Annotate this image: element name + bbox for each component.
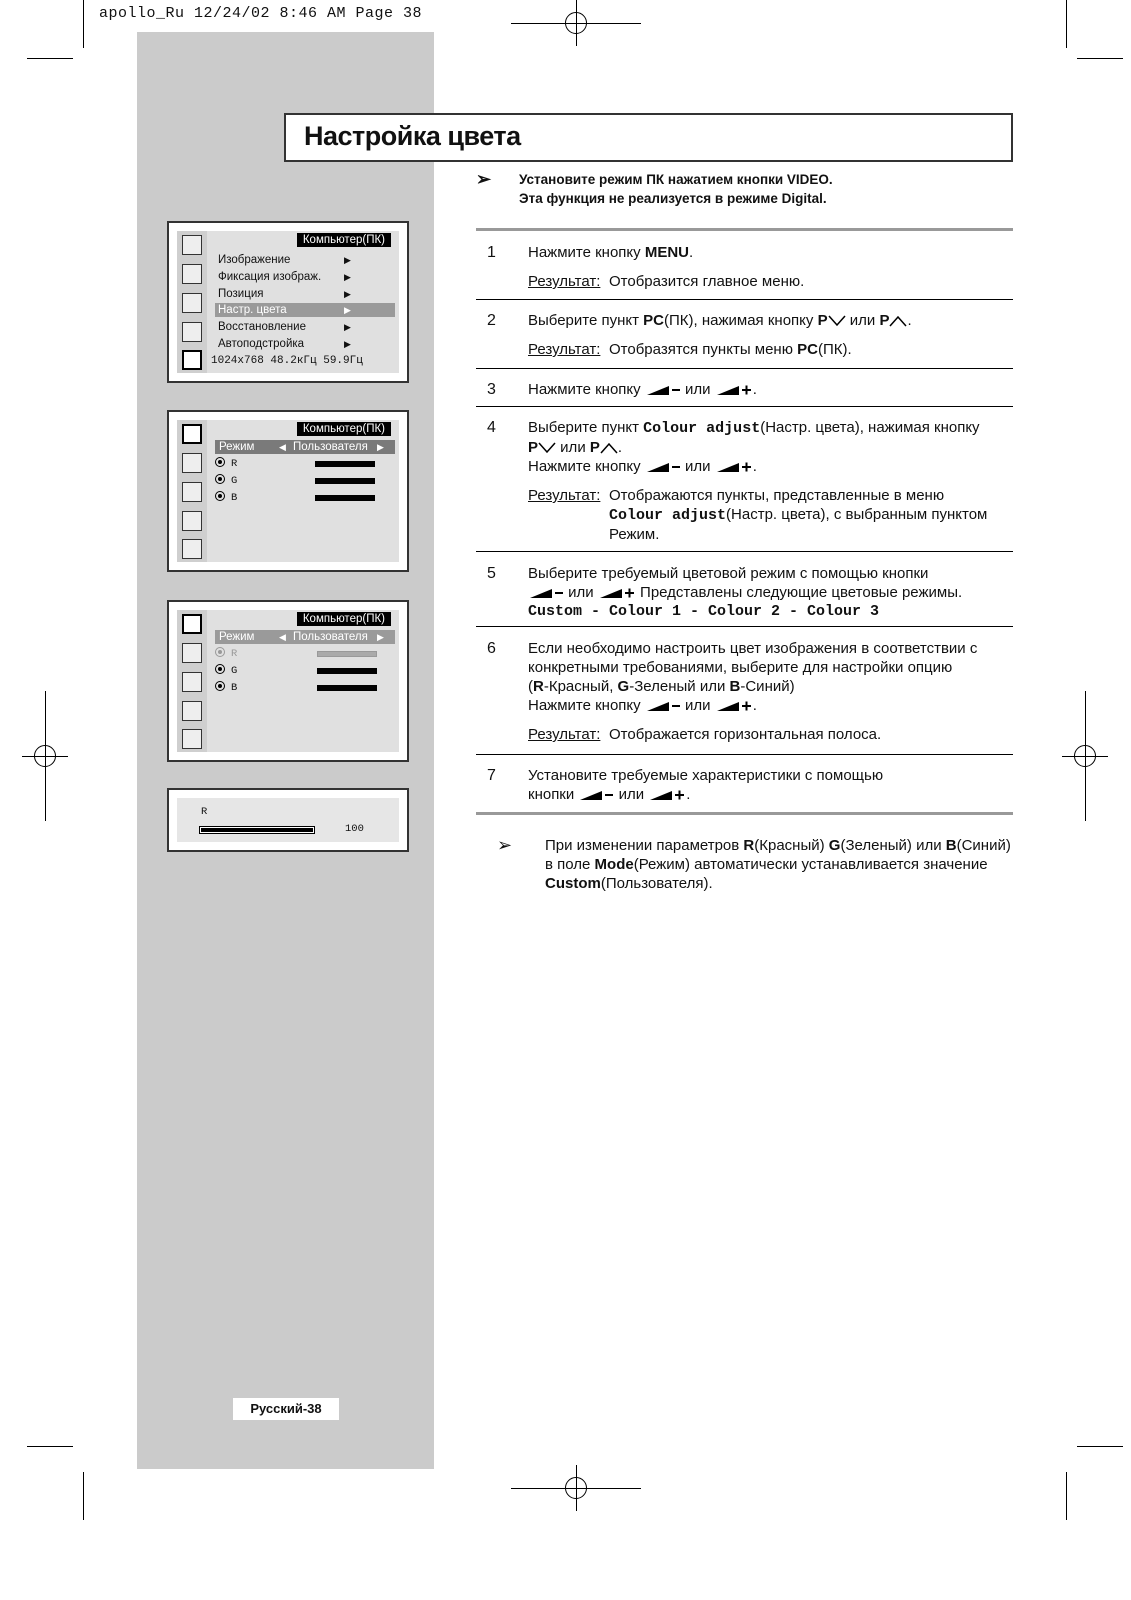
result-text-part: (ПК).: [817, 341, 852, 358]
osd-channel-r: [215, 647, 237, 661]
result-text: [609, 340, 1013, 359]
channel-icon: [182, 672, 202, 692]
note-text: (Красный): [754, 837, 829, 854]
step-text: (Настр. цвета), нажимая кнопку: [760, 419, 980, 436]
chevron-up-icon: [600, 442, 618, 454]
step-number: 6: [487, 640, 496, 657]
crop-mark: [1066, 1472, 1067, 1520]
volume-up-icon: [715, 700, 753, 712]
volume-down-icon: [645, 384, 681, 396]
channel-label: R: [231, 458, 238, 470]
volume-down-icon: [528, 587, 564, 599]
osd-colour-adjust-r: [167, 600, 409, 762]
channel-label: B: [231, 492, 238, 504]
step-text: .: [907, 312, 912, 329]
radio-icon: [215, 474, 225, 484]
setup-icon: [182, 322, 202, 342]
osd-item-label: Изображение: [218, 254, 291, 266]
setup-icon: [182, 511, 202, 531]
channel-bar: [317, 651, 377, 657]
note-text: При изменении параметров: [545, 837, 744, 854]
p-key: P: [879, 312, 890, 329]
crop-mark: [1077, 1446, 1123, 1447]
result-text-part: Отобразятся пункты меню: [609, 341, 798, 358]
step-text: (: [528, 678, 533, 695]
step-text: .: [752, 697, 757, 714]
title-box: [284, 113, 1013, 162]
channel-icon: [182, 482, 202, 502]
step-text: Если необходимо настроить цвет изображения в соответствии с: [528, 640, 978, 657]
step-text: Нажмите кнопку: [528, 381, 645, 398]
step-text: Выберите пункт: [528, 419, 644, 436]
level-value: 100: [345, 823, 364, 835]
step-text: или: [685, 381, 711, 398]
osd-channel-g: [215, 664, 237, 678]
result-label: Результат:: [528, 341, 601, 358]
step-text: .: [689, 244, 694, 261]
step-text: .: [752, 458, 757, 475]
arrow-icon: ➢: [497, 835, 513, 855]
channel-label: G: [231, 665, 238, 677]
result-text: Отобразится главное меню.: [609, 273, 805, 290]
step-text: Установите требуемые характеристики с помощью: [528, 767, 884, 784]
arrow-right-icon: ▶: [344, 255, 351, 265]
crop-mark: [27, 1446, 73, 1447]
sound-icon: [182, 264, 202, 284]
step-text: или: [556, 439, 590, 456]
colour-modes: Custom - Colour 1 - Colour 2 - Colour 3: [528, 603, 880, 620]
crop-mark: [83, 0, 84, 48]
r-key: R: [743, 837, 755, 854]
sound-icon: [182, 643, 202, 663]
osd-item-label: Автоподстройка: [218, 338, 305, 350]
divider: [476, 626, 1013, 627]
volume-up-icon: [598, 587, 636, 599]
osd-channel-b: [215, 681, 237, 695]
divider-thick: [476, 812, 1013, 815]
step-text: -Красный,: [543, 678, 618, 695]
p-key: P: [817, 312, 828, 329]
osd-item-label: Позиция: [218, 288, 264, 300]
step-text: или: [685, 697, 711, 714]
divider-thick: [476, 228, 1013, 231]
level-track: [199, 826, 315, 834]
divider: [476, 406, 1013, 407]
osd-mode-row: [219, 440, 385, 454]
step-text: Нажмите кнопку: [528, 697, 645, 714]
step-text: или: [845, 312, 880, 329]
channel-bar: [315, 495, 375, 501]
osd-mode-value: Пользователя: [293, 631, 368, 643]
step-text: Представлены следующие цветовые режимы.: [640, 584, 963, 601]
step-text: или: [685, 458, 711, 475]
osd-channel-r: [215, 457, 237, 471]
divider: [476, 551, 1013, 552]
osd-mode-label: Режим: [219, 631, 255, 643]
b-key: B: [945, 837, 957, 854]
pc-icon: [182, 729, 202, 749]
osd-menu-item: [218, 253, 351, 267]
volume-up-icon: [715, 461, 753, 473]
crop-mark: [1077, 58, 1123, 59]
chevron-down-icon: [828, 315, 846, 327]
registration-mark-right: [1062, 733, 1108, 779]
channel-icon: [182, 293, 202, 313]
osd-pc-menu: [167, 221, 409, 383]
arrow-left-icon: ◀: [279, 442, 286, 452]
arrow-right-icon: ▶: [377, 442, 384, 452]
crop-mark: [83, 1472, 84, 1520]
result-text-part: Отображаются пункты, представленные в меню: [609, 487, 945, 504]
colour-adjust-key: Colour adjust: [609, 507, 727, 524]
step-text: .: [752, 381, 757, 398]
arrow-right-icon: ▶: [344, 305, 351, 315]
arrow-right-icon: ▶: [344, 339, 351, 349]
g-key: G: [617, 678, 630, 695]
channel-bar: [315, 461, 375, 467]
b-key: B: [729, 678, 741, 695]
osd-menu-item: [218, 287, 351, 301]
channel-label: G: [231, 475, 238, 487]
osd-channel-g: [215, 474, 237, 488]
page-number: Русский-38: [233, 1398, 339, 1420]
registration-mark-top: [553, 0, 599, 46]
step-number: 5: [487, 565, 496, 582]
step-text: .: [686, 786, 691, 803]
arrow-icon: ➢: [476, 169, 492, 189]
radio-icon: [215, 647, 225, 657]
osd-r-bar: [167, 788, 409, 852]
picture-icon: [182, 424, 202, 444]
osd-mode-value: Пользователя: [293, 441, 368, 453]
result-label: Результат:: [528, 273, 601, 290]
colour-adjust-key: Colour adjust: [643, 420, 761, 437]
radio-icon: [215, 491, 225, 501]
custom-key: Custom: [545, 875, 601, 892]
osd-menu-item: [218, 270, 351, 284]
channel-bar: [317, 668, 377, 674]
mode-key: Mode: [594, 856, 634, 873]
sound-icon: [182, 453, 202, 473]
arrow-left-icon: ◀: [279, 632, 286, 642]
chevron-up-icon: [889, 315, 907, 327]
divider: [476, 368, 1013, 369]
volume-up-icon: [715, 384, 753, 396]
osd-icon-column: [177, 610, 207, 752]
page-title: Настройка цвета: [304, 121, 521, 151]
print-header: apollo_Ru 12/24/02 8:46 AM Page 38: [99, 5, 423, 22]
note-text: (Синий): [956, 837, 1011, 854]
menu-key: MENU: [644, 244, 689, 261]
pc-icon: [182, 350, 202, 370]
setup-icon: [182, 701, 202, 721]
osd-menu-item: [218, 320, 351, 334]
note-text: (Зеленый) или: [840, 837, 946, 854]
pc-key: PC: [643, 312, 665, 329]
step-text: Выберите требуемый цветовой режим с помощью кнопки: [528, 565, 929, 582]
registration-mark-bottom: [553, 1465, 599, 1511]
osd-icon-column: [177, 420, 207, 562]
volume-down-icon: [578, 789, 614, 801]
radio-icon: [215, 681, 225, 691]
picture-icon: [182, 614, 202, 634]
g-key: G: [828, 837, 841, 854]
step-text: -Синий): [740, 678, 795, 695]
arrow-right-icon: ▶: [344, 289, 351, 299]
result-text-part: Режим.: [609, 526, 660, 543]
step-text: -Зеленый или: [629, 678, 730, 695]
osd-mode-label: Режим: [219, 441, 255, 453]
osd-colour-adjust: [167, 410, 409, 572]
divider: [476, 299, 1013, 300]
crop-mark: [27, 58, 73, 59]
channel-label: B: [231, 682, 238, 694]
result-label: Результат:: [528, 487, 601, 504]
step-text: Выберите пункт: [528, 312, 644, 329]
osd-mode-row: [219, 630, 385, 644]
arrow-right-icon: ▶: [344, 322, 351, 332]
osd-menu-item-selected: [218, 303, 351, 317]
note-text: в поле: [545, 856, 595, 873]
step-number: 1: [487, 244, 496, 261]
volume-down-icon: [645, 461, 681, 473]
result-text: [609, 486, 1013, 544]
note-text: (Режим) автоматически устанавливается значение: [633, 856, 988, 873]
osd-icon-column: [177, 231, 207, 373]
volume-up-icon: [648, 789, 686, 801]
osd-item-label: Восстановление: [218, 321, 306, 333]
note-top-line1: Установите режим ПК нажатием кнопки VIDEO.: [519, 172, 833, 187]
result-text-part: (Настр. цвета), с выбранным пунктом: [726, 506, 988, 523]
step-text: Нажмите кнопку: [528, 244, 645, 261]
p-key: P: [589, 439, 600, 456]
channel-bar: [317, 685, 377, 691]
radio-icon: [215, 664, 225, 674]
step-text: Нажмите кнопку: [528, 458, 645, 475]
step-text: или: [568, 584, 594, 601]
channel-label: R: [201, 806, 208, 818]
step-number: 2: [487, 312, 496, 329]
picture-icon: [182, 235, 202, 255]
step-text: .: [617, 439, 623, 456]
result-label: Результат:: [528, 726, 601, 743]
step-text: конкретными требованиями, выберите для настройки опцию: [528, 659, 953, 676]
divider: [476, 754, 1013, 755]
p-key: P: [528, 439, 539, 456]
step-number: 4: [487, 419, 496, 436]
osd-item-label: Фиксация изображ.: [218, 271, 322, 283]
volume-down-icon: [645, 700, 681, 712]
step-number: 7: [487, 767, 496, 784]
r-key: R: [533, 678, 544, 695]
step-text: кнопки: [528, 786, 579, 803]
pc-key: PC: [797, 341, 818, 358]
arrow-right-icon: ▶: [377, 632, 384, 642]
step-number: 3: [487, 381, 496, 398]
radio-icon: [215, 457, 225, 467]
osd-resolution-info: 1024x768 48.2кГц 59.9Гц: [211, 355, 363, 367]
osd-source-tag: Компьютер(ПК): [297, 422, 391, 436]
channel-bar: [315, 478, 375, 484]
pc-icon: [182, 539, 202, 559]
level-fill: [201, 828, 313, 832]
result-text: Отображается горизонтальная полоса.: [609, 726, 882, 743]
note-top-line2: Эта функция не реализуется в режиме Digital.: [519, 191, 827, 206]
step-text: (ПК), нажимая кнопку: [664, 312, 818, 329]
registration-mark-left: [22, 733, 68, 779]
osd-menu-item: [218, 337, 351, 351]
crop-mark: [1066, 0, 1067, 48]
channel-label: R: [231, 648, 238, 660]
osd-channel-b: [215, 491, 237, 505]
note-text: (Пользователя).: [600, 875, 713, 892]
step-text: или: [618, 786, 645, 803]
osd-source-tag: Компьютер(ПК): [297, 233, 391, 247]
chevron-down-icon: [538, 442, 556, 454]
osd-item-label: Настр. цвета: [218, 304, 287, 316]
arrow-right-icon: ▶: [344, 272, 351, 282]
osd-source-tag: Компьютер(ПК): [297, 612, 391, 626]
